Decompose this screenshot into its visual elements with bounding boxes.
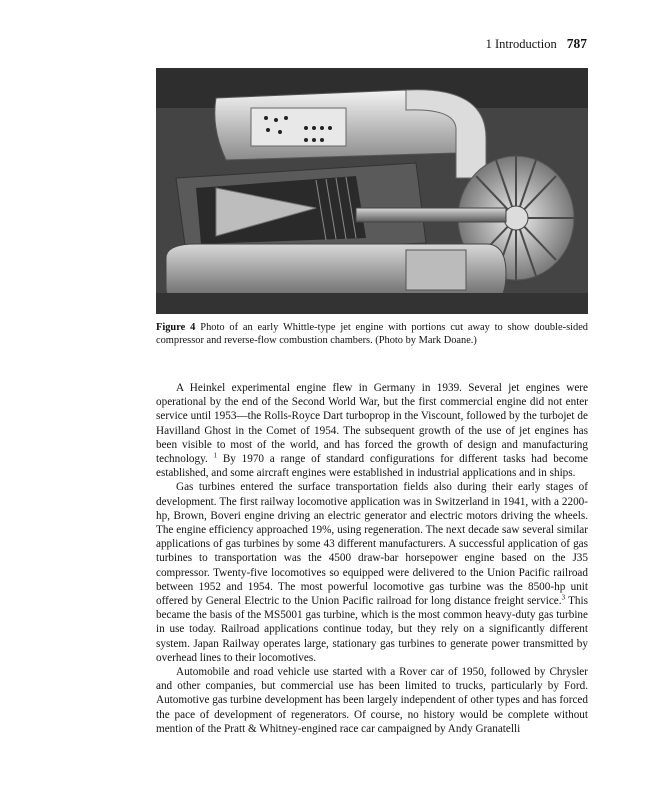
paragraph-2 bbox=[156, 480, 588, 665]
paragraph-1 bbox=[156, 381, 588, 480]
running-header bbox=[486, 36, 587, 52]
figure-caption bbox=[156, 321, 588, 347]
reference-marker: 3 bbox=[561, 593, 566, 602]
paragraph-1-part-b: By 1970 a range of standard configurations for different tasks had become established, and some aircraft engines were established in industrial applications and in ships. bbox=[156, 453, 588, 480]
paragraph-2-part-a: Gas turbines entered the surface transportation fields also during their early stages of development. The first railway locomotive application was in Switzerland in 1941, with a 2200-hp, Brown, Boveri engine driving an electric generator and electric motors driving the wheels. The engine efficiency approached 19%, using regeneration. The next decade saw several similar applications of gas turbines by some 43 different manufacturers. A successful application of gas turbines to transportation was the 4500 draw-bar horsepower engine based on the J35 compressor. Twenty-five locomotives so equipped were delivered to the Union Pacific railroad between 1952 and 1954. The most powerful locomotive gas turbine was the 8500-hp unit offered by General Electric to the Union Pacific railroad for long distance freight service. bbox=[156, 481, 588, 608]
paragraph-1-part-a: A Heinkel experimental engine flew in Germany in 1939. Several jet engines were operational by the end of the Second World War, but the first commercial engine did not enter service until 1953—the Rolls-Royce Dart turboprop in the Viscount, followed by the turbojet de Havilland Ghost in the Comet of 1954. The subsequent growth of the use of jet engines has been visible to most of the world, and has forced the growth of design and manufacturing technology. bbox=[156, 382, 588, 466]
jet-engine-photo bbox=[156, 68, 588, 314]
engine-cutaway-illustration bbox=[156, 68, 588, 314]
reference-marker: 1 bbox=[213, 451, 218, 460]
figure-caption-text: Photo of an early Whittle-type jet engine with portions cut away to show double-sided compressor and reverse-flow combustion chambers. (Photo by Mark Doane.) bbox=[156, 322, 589, 346]
page-number: 787 bbox=[566, 36, 587, 51]
figure-label: Figure 4 bbox=[156, 322, 196, 333]
section-title: 1 Introduction bbox=[485, 37, 557, 51]
paragraph-3: Automobile and road vehicle use started with a Rover car of 1950, followed by Chrysler and other companies, but commercial use has been limited to trucks, particularly by Ford. Automotive gas turbine development has been largely independent of other types and has forced the pace of development of regenerators. Of course, no history would be complete without mention of the Pratt & Whitney-engined race car campaigned by Andy Granatelli bbox=[156, 666, 588, 735]
body-text bbox=[156, 381, 588, 736]
paragraph-2-part-b: This became the basis of the MS5001 gas turbine, which is the most common heavy-duty gas turbine in use today. Railroad applications continue today, but they rely on a significantly different system. Japan Railway operates large, stationary gas turbines to generate power transmitted by overhead lines to their locomotives. bbox=[156, 595, 588, 664]
